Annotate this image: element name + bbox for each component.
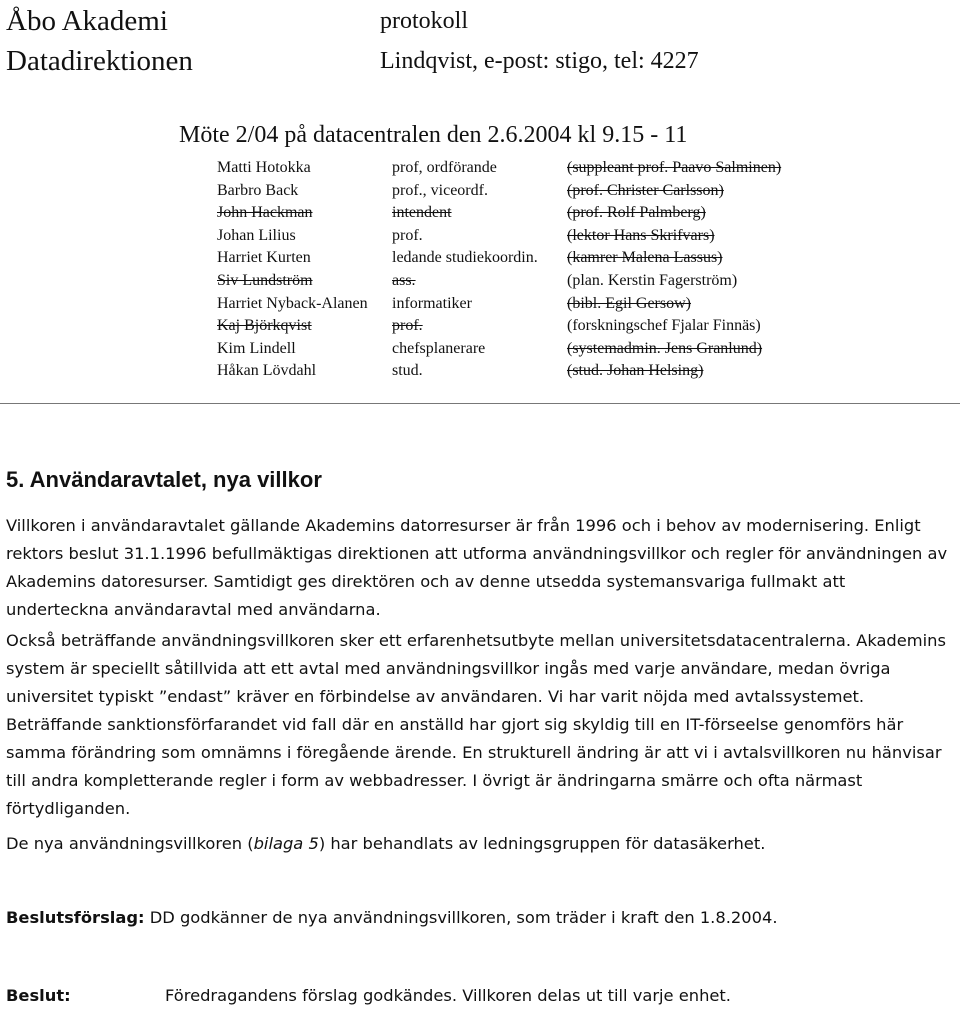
attendee-deputy: (prof. Christer Carlsson) — [567, 181, 724, 199]
attendee-deputy: (prof. Rolf Palmberg) — [567, 204, 706, 222]
text-segment: De nya användningsvillkoren ( — [6, 834, 254, 853]
attendee-role: prof., viceordf. — [392, 181, 488, 199]
attendee-name: Håkan Lövdahl — [217, 362, 317, 380]
document-type: protokoll — [380, 8, 468, 34]
attendee-deputy: (forskningschef Fjalar Finnäs) — [567, 317, 761, 335]
divider — [0, 403, 960, 404]
attendee-deputy: (bibl. Egil Gersow) — [567, 294, 691, 312]
attendee-name: John Hackman — [217, 204, 313, 222]
paragraph-3 — [6, 830, 952, 858]
attendee-role: ass. — [392, 271, 416, 289]
attendee-deputy: (kamrer Malena Lassus) — [567, 249, 723, 267]
paragraph-text: Villkoren i användaravtalet gällande Akademins datorresurser är från 1996 och i behov av modernisering. Enligt rektors beslut 31.1.1996 befullmäktigas direktionen att utforma användningsvillkor och regler för användningen av Akademins datoresurser. Samtidigt ges direktören och av denne utsedda systemansvariga fullmakt att underteckna användaravtal med användarna. — [6, 516, 948, 619]
department-name: Datadirektionen — [6, 45, 193, 77]
attendee-name: Barbro Back — [217, 181, 299, 199]
contact-info: Lindqvist, e-post: stigo, tel: 4227 — [380, 48, 699, 74]
attendee-role: prof, ordförande — [392, 159, 497, 176]
paragraph-text: Också beträffande användningsvillkoren sker ett erfarenhetsutbyte mellan universitetsdatacentralerna. Akademins system är speciellt såtillvida att ett avtal med användningsvillkor ingås med varje användare, medan övriga universitet typiskt ”endast” kräver en förbindelse av användaren. Vi har varit nöjda med avtalssystemet. Beträffande sanktionsförfarandet vid fall där en anställd har gjort sig skyldig till en IT-förseelse genomförs här samma förändring som omnämns i föregående ärende. En strukturell ändring är att vi i avtalsvillkoren nu hänvisar till andra kompletterande regler i form av webbadresser. I övrigt är ändringarna smärre och ofta närmast förtydliganden. — [6, 631, 946, 818]
attendee-name: Johan Lilius — [217, 226, 296, 244]
meeting-heading: Möte 2/04 på datacentralen den 2.6.2004 kl 9.15 - 11 — [179, 122, 688, 148]
attendee-deputy: (suppleant prof. Paavo Salminen) — [567, 159, 782, 176]
attendee-name: Harriet Kurten — [217, 249, 311, 267]
attendee-role: intendent — [392, 204, 452, 222]
section-title: 5. Användaravtalet, nya villkor — [6, 467, 322, 492]
attachment-reference: bilaga 5 — [253, 834, 319, 853]
decision-label: Beslut: — [6, 986, 71, 1005]
attendee-name: Kim Lindell — [217, 339, 296, 357]
attendee-deputy: (lektor Hans Skrifvars) — [567, 226, 715, 244]
attendee-role: informatiker — [392, 294, 472, 312]
attendee-role: prof. — [392, 226, 423, 244]
paragraph-1 — [6, 512, 952, 624]
attendee-name: Kaj Björkqvist — [217, 317, 312, 335]
attendee-deputy: (plan. Kerstin Fagerström) — [567, 271, 738, 289]
attendee-name: Harriet Nyback-Alanen — [217, 294, 368, 312]
proposal-text — [6, 904, 952, 932]
proposal — [6, 904, 952, 932]
attendee-name: Matti Hotokka — [217, 159, 311, 176]
text-segment: ) har behandlats av ledningsgruppen för datasäkerhet. — [318, 834, 766, 853]
attendee-role: ledande studiekoordin. — [392, 249, 538, 267]
proposal-label: Beslutsförslag: — [6, 908, 145, 927]
attendee-role: chefsplanerare — [392, 339, 486, 357]
attendee-role: prof. — [392, 317, 423, 335]
decision-content: Föredragandens förslag godkändes. Villkoren delas ut till varje enhet. — [165, 986, 731, 1005]
attendee-name: Siv Lundström — [217, 271, 313, 289]
paragraph-text — [6, 830, 952, 858]
organization-name: Åbo Akademi — [6, 5, 168, 37]
paragraph-2 — [6, 627, 952, 823]
attendee-deputy: (stud. Johan Helsing) — [567, 362, 704, 380]
proposal-content: DD godkänner de nya användningsvillkoren, som träder i kraft den 1.8.2004. — [144, 908, 778, 927]
attendee-role: stud. — [392, 362, 423, 380]
attendee-deputy: (systemadmin. Jens Granlund) — [567, 339, 763, 357]
